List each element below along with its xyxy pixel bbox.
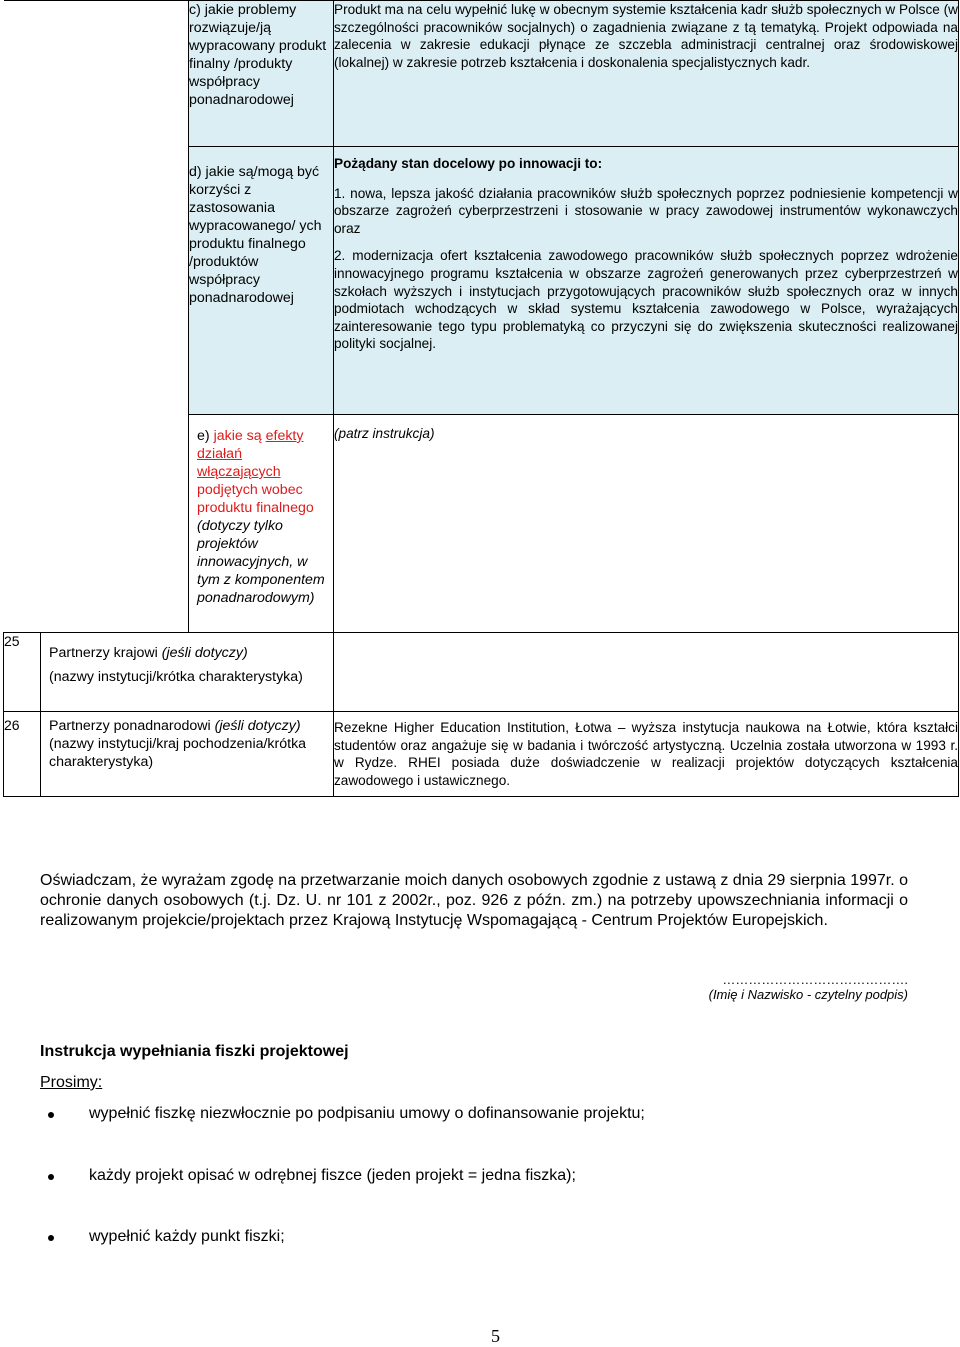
project-details-table xyxy=(3,0,959,797)
desired-state-heading: Pożądany stan docelowy po innowacji to: xyxy=(334,156,603,171)
page-number: 5 xyxy=(491,1326,500,1346)
row-c-text: Produkt ma na celu wypełnić lukę w obecnym systemie kształcenia kadr służb społecznych w Polsce (w szczególności pracowników socjalnych) o zagadnienia związane z tą tematyką. Projekt odpowiada na zalecenia w zakresie edukacji płynące ze szczebla administracji centralnej oraz środowiskowej (lokalnej) w zakresie potrzeb kształcenia i doskonalenia specjalistycznych kadr. xyxy=(334,1,959,147)
bullet-icon xyxy=(48,1174,54,1180)
row-25-text xyxy=(334,633,959,712)
row-d-label: d) jakie są/mogą być korzyści z zastosowania wypracowanego/ ych produktu finalnego /produktów współpracy ponadnarodowej xyxy=(189,147,334,415)
instructions-title: Instrukcja wypełniania fiszki projektowej xyxy=(40,1043,349,1060)
row-e-label: e) jakie są efekty działań włączających podjętych wobec produktu finalnego (dotyczy tylko projektów innowacyjnych, w tym z komponentem ponadnarodowym) xyxy=(189,415,334,633)
row-26-text: Rezekne Higher Education Institution, Łotwa – wyższa instytucja naukowa na Łotwie, która kształci studentów oraz angażuje się w badania i twórczość artystyczną. Uczelnia została utworzona w 1993 r. w Rydze. RHEI posiada duże doświadczenie w realizacji projektów dotyczących kształcenia zawodowego i ustawicznego. xyxy=(334,712,959,797)
signature-line: ……………………………………. xyxy=(722,972,908,987)
row-25-label: Partnerzy krajowi (jeśli dotyczy) (nazwy instytucji/krótka charakterystyka) xyxy=(41,633,334,712)
row-26-label: Partnerzy ponadnarodowi (jeśli dotyczy) (nazwy instytucji/kraj pochodzenia/krótka charakterystyka) xyxy=(41,712,334,797)
instructions-prosimy: Prosimy: xyxy=(40,1074,103,1091)
row-c-label: c) jakie problemy rozwiązuje/ją wypracowany produkt finalny /produkty współpracy ponadnarodowej xyxy=(189,1,334,147)
row-26-number: 26 xyxy=(4,712,41,797)
bullet-icon xyxy=(48,1112,54,1118)
row-25-number: 25 xyxy=(4,633,41,712)
benefit-item-2: 2. modernizacja ofert kształcenia zawodowego pracowników służb społecznych poprzez wdrożenie innowacyjnego programu kształcenia w obszarze zagrożeń generowanych przez cyberprzestrzeń w szkołach wyższych i instytucjach przygotowujących pracowników służb społecznych oraz w innych podmiotach wchodzących w skład systemu kształcenia zawodowego w Polsce, wyrażających zainteresowanie tego typu problematyką co przyczyni się do zwiększenia skuteczności realizowanej polityki socjalnej. xyxy=(334,248,958,352)
row-d-text xyxy=(334,147,959,415)
signature-caption: (Imię i Nazwisko - czytelny podpis) xyxy=(708,987,908,1002)
row-e-text: (patrz instrukcja) xyxy=(334,415,959,633)
empty-cell xyxy=(4,1,189,633)
benefit-item-1: 1. nowa, lepsza jakość działania pracowników służb społecznych poprzez podniesienie kompetencji w obszarze zagrożeń cyberprzestrzeni i stosowanie w pracy zawodowej instrumentów wykonawczych oraz xyxy=(334,185,958,236)
data-processing-declaration: Oświadczam, że wyrażam zgodę na przetwarzanie moich danych osobowych zgodnie z ustawą z dnia 29 sierpnia 1997r. o ochronie danych osobowych (t.j. Dz. U. nr 101 z 2002r., poz. 926 z późn. zm.) na potrzeby upowszechniania informacji o realizowanym projekcie/projektach przez Krajową Instytucję Wspomagającą - Centrum Projektów Europejskich. xyxy=(40,872,909,929)
bullet-icon xyxy=(48,1235,54,1241)
